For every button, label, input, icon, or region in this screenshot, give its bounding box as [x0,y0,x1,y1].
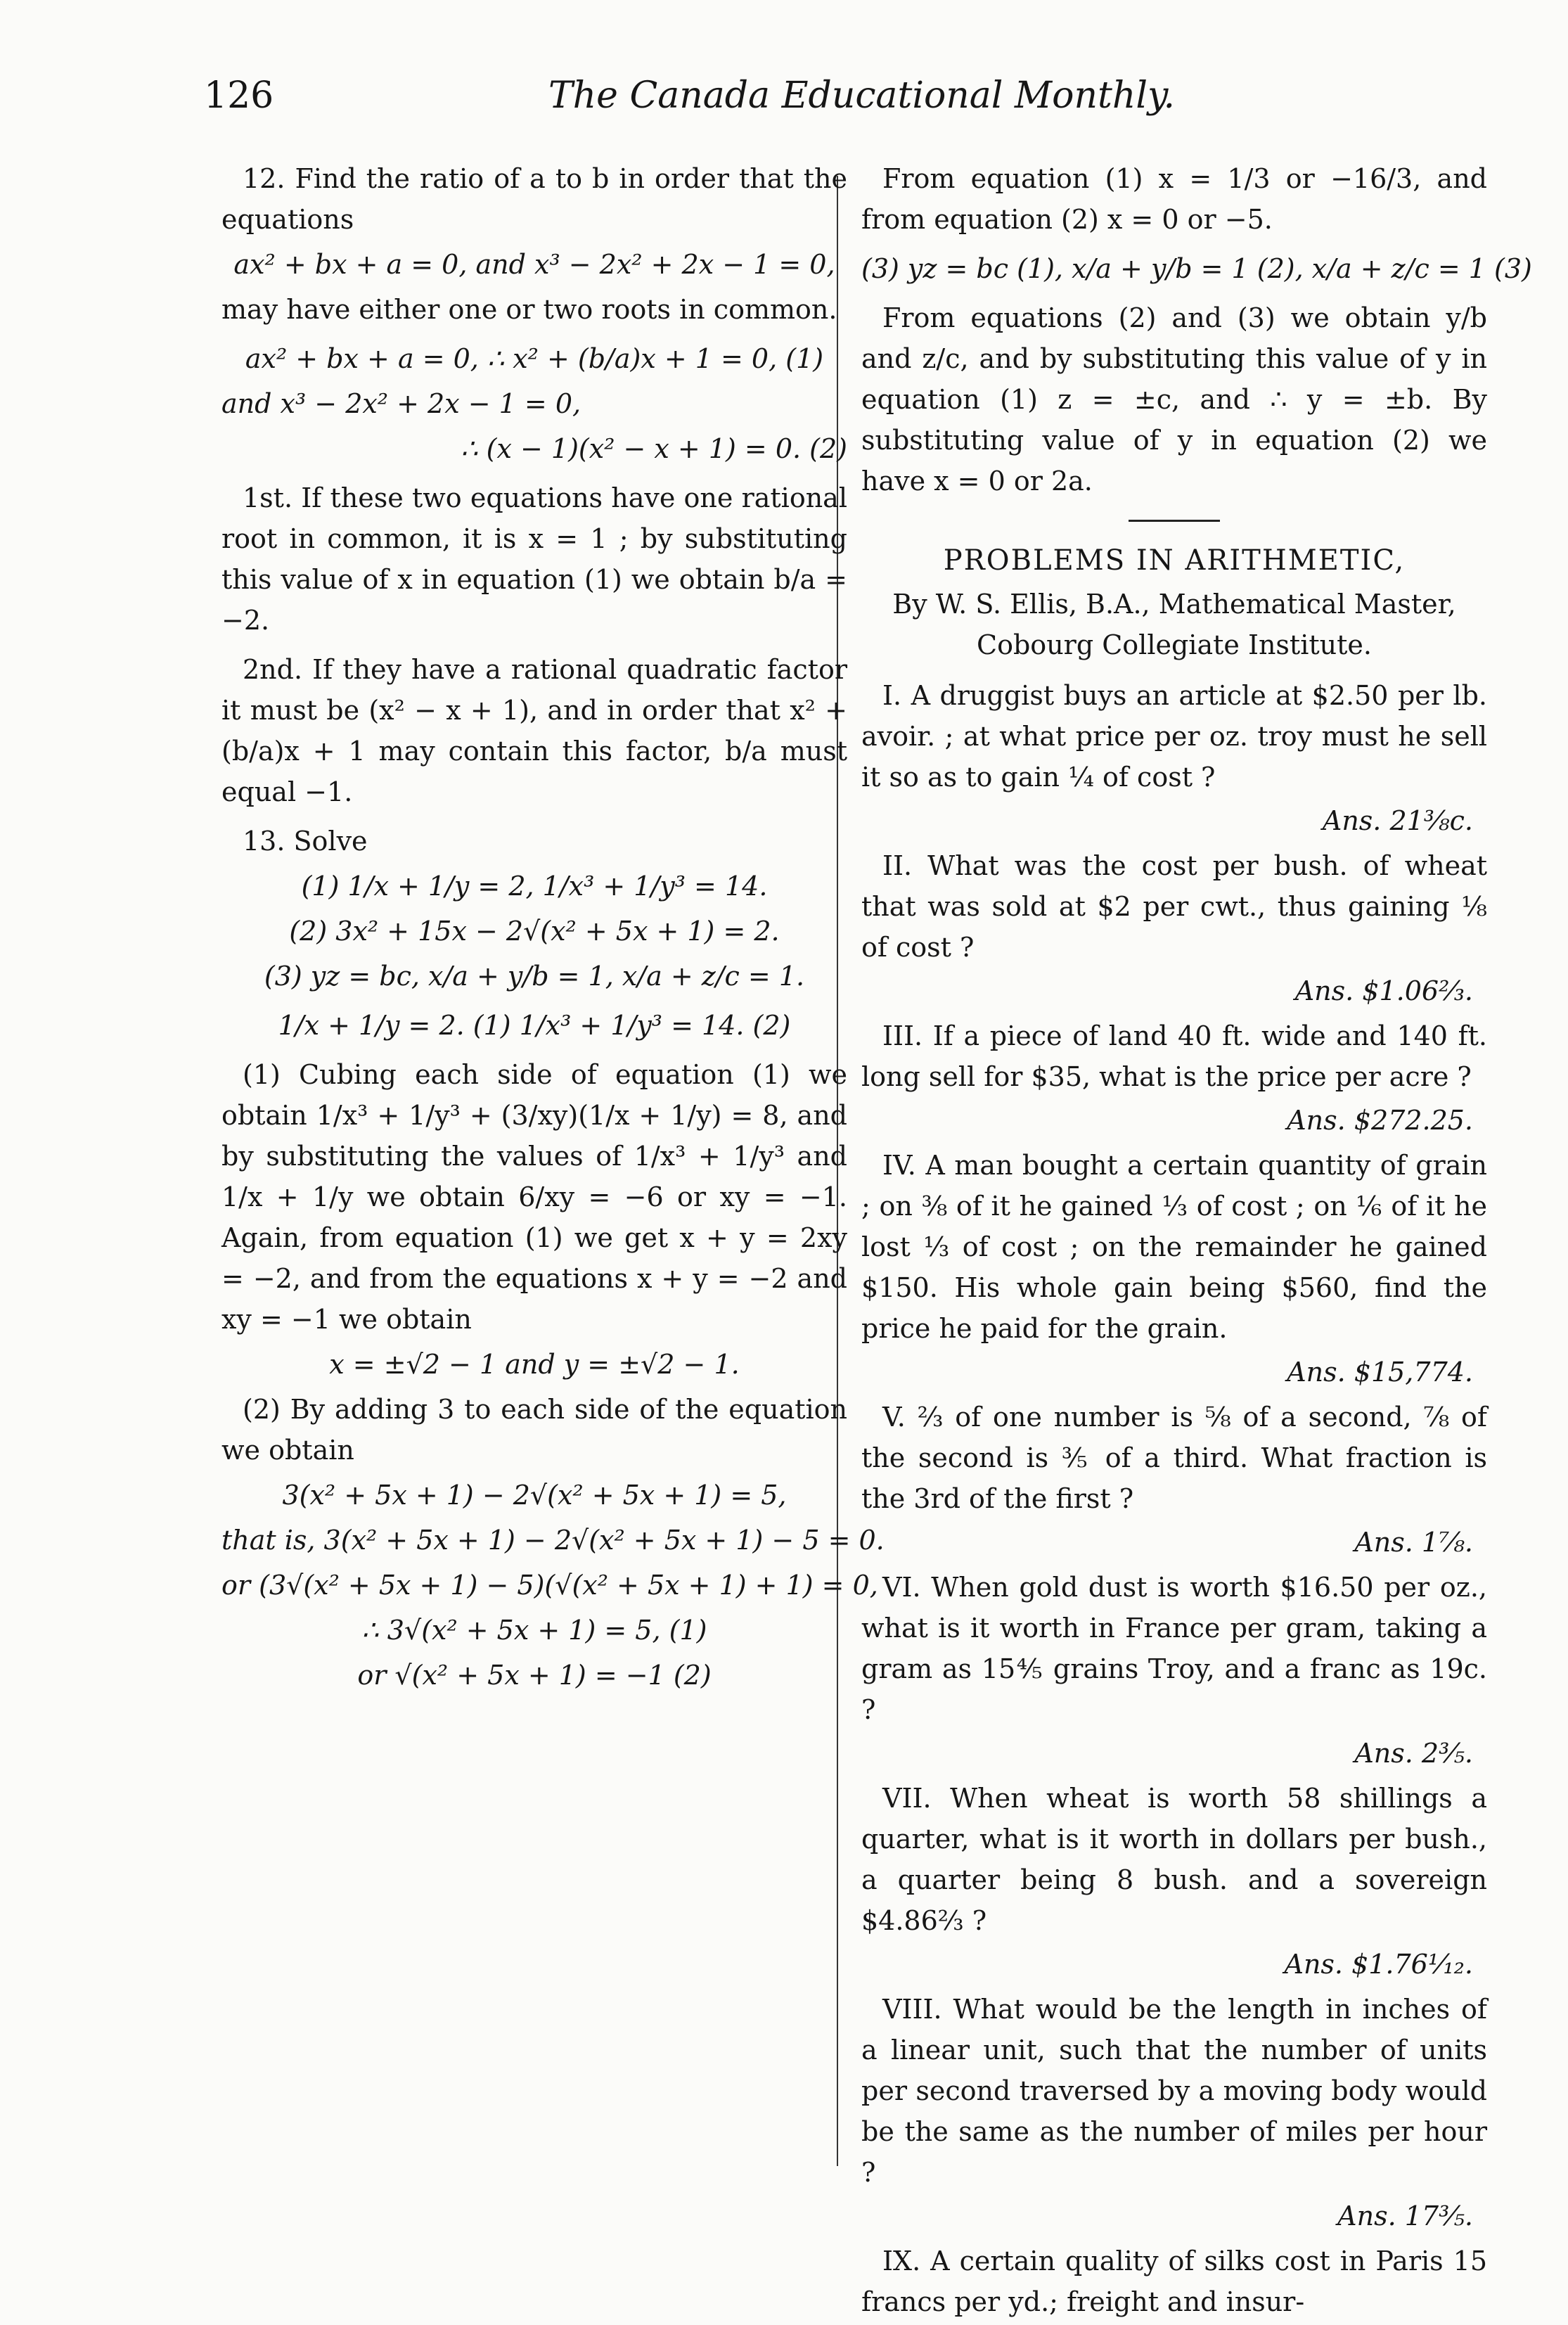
equation: 3(x² + 5x + 1) − 2√(x² + 5x + 1) = 5, [282,1480,787,1511]
problem-text: I. A druggist buys an article at $2.50 per lb. avoir. ; at what price per oz. troy must he sell it so as to gain ¼ of cost ? [861,680,1487,793]
problem-12-intro: 12. Find the ratio of a to b in order that the equations [221,163,847,235]
equation: 1/x + 1/y = 2. (1) 1/x³ + 1/y³ = 14. (2) [278,1010,791,1041]
journal-title: The Canada Educational Monthly. [548,75,1175,117]
equation: ∴ (x − 1)(x² − x + 1) = 0. (2) [461,433,847,464]
equation: or (3√(x² + 5x + 1) − 5)(√(x² + 5x + 1) + 1) = 0, [221,1570,878,1601]
equation: ax² + bx + a = 0, ∴ x² + (b/a)x + 1 = 0, (1) [245,343,824,374]
equation: (1) 1/x + 1/y = 2, 1/x³ + 1/y³ = 14. [301,871,768,902]
paragraph-first-case: 1st. If these two equations have one rational root in common, it is x = 1 ; by substituting this value of x in equation (1) we obtain b/a = −2. [221,482,847,636]
problem-text: II. What was the cost per bush. of wheat that was sold at $2 per cwt., thus gaining ⅛ of cost ? [861,850,1487,963]
section-heading: PROBLEMS IN ARITHMETIC, [943,544,1406,577]
equation: ax² + bx + a = 0, and x³ − 2x² + 2x − 1 = 0, [233,249,835,280]
paragraph-second-case: 2nd. If they have a rational quadratic factor it must be (x² − x + 1), and in order that x² + (b/a)x + 1 may contain this factor, b/a must equal −1. [221,654,847,807]
section-rule [1129,520,1220,522]
paragraph-cubing: (1) Cubing each side of equation (1) we obtain 1/x³ + 1/y³ + (3/xy)(1/x + 1/y) = 8, and by substituting the values of 1/x³ + 1/y³ and 1/x + 1/y we obtain 6/xy = −6 or xy = −1. Again, from equation (1) we get x + y = 2xy = −2, and from the equations x + y = −2 and xy = −1 we obtain [221,1059,847,1335]
equation: (3) yz = bc, x/a + y/b = 1, x/a + z/c = 1. [264,961,805,992]
institute: Cobourg Collegiate Institute. [977,629,1372,660]
problem-text: VI. When gold dust is worth $16.50 per oz., what is it worth in France per gram, taking a gram as 15⅘ grains Troy, and a franc as 19c. ? [861,1572,1487,1725]
problem-answer: Ans. 2⅗. [1354,1738,1473,1769]
paragraph: From equation (1) x = 1/3 or −16/3, and from equation (2) x = 0 or −5. [861,163,1487,235]
equation: (3) yz = bc (1), x/a + y/b = 1 (2), x/a + z/c = 1 (3) [861,253,1532,284]
page-number: 126 [204,75,274,117]
equation: that is, 3(x² + 5x + 1) − 2√(x² + 5x + 1) − 5 = 0. [221,1525,885,1556]
page-header [204,68,1463,131]
left-column [221,158,885,1700]
problem-text: V. ⅔ of one number is ⅝ of a second, ⅞ of the second is ⅗ of a third. What fraction is the 3rd of the first ? [861,1402,1487,1514]
equation: ∴ 3√(x² + 5x + 1) = 5, (1) [361,1615,707,1646]
paragraph: may have either one or two roots in common. [221,294,837,325]
problem-text: VII. When wheat is worth 58 shillings a quarter, what is it worth in dollars per bush., a quarter being 8 bush. and a sovereign $4.86⅔ ? [861,1783,1487,1936]
problem-answer: Ans. $1.76⅟₁₂. [1284,1949,1473,1980]
problem-list [861,675,1487,2322]
problem-answer: Ans. 1⅞. [1354,1527,1473,1558]
equation: or √(x² + 5x + 1) = −1 (2) [357,1660,712,1691]
problem-answer: Ans. $15,774. [1287,1357,1473,1388]
problem-text: III. If a piece of land 40 ft. wide and 140 ft. long sell for $35, what is the price per acre ? [861,1020,1487,1092]
paragraph: From equations (2) and (3) we obtain y/b and z/c, and by substituting this value of y in equation (1) z = ±c, and ∴ y = ±b. By substituting value of y in equation (2) we have x = 0 or 2a. [861,302,1487,497]
equation: (2) 3x² + 15x − 2√(x² + 5x + 1) = 2. [289,916,780,947]
problem-text: IV. A man bought a certain quantity of grain ; on ⅜ of it he gained ⅓ of cost ; on ⅙ of it he lost ⅓ of cost ; on the remainder he gained $150. His whole gain being $560, find the price he paid for the grain. [861,1150,1487,1344]
problem-answer: Ans. 17⅗. [1337,2201,1473,2231]
right-column [861,158,1532,2325]
byline: By W. S. Ellis, B.A., Mathematical Master, [892,589,1456,620]
equation: x = ±√2 − 1 and y = ±√2 − 1. [329,1349,740,1380]
problem-answer: Ans. $272.25. [1287,1105,1473,1136]
problem-text: VIII. What would be the length in inches of a linear unit, such that the number of units per second traversed by a moving body would be the same as the number of miles per hour ? [861,1994,1487,2188]
paragraph-adding: (2) By adding 3 to each side of the equation we obtain [221,1394,847,1466]
problem-13-intro: 13. Solve [243,826,368,857]
problem-answer: Ans. 21⅜c. [1322,805,1473,836]
equation: and x³ − 2x² + 2x − 1 = 0, [221,388,581,419]
problem-answer: Ans. $1.06⅔. [1294,975,1473,1006]
problem-text: IX. A certain quality of silks cost in Paris 15 francs per yd.; freight and insur- [861,2246,1487,2317]
